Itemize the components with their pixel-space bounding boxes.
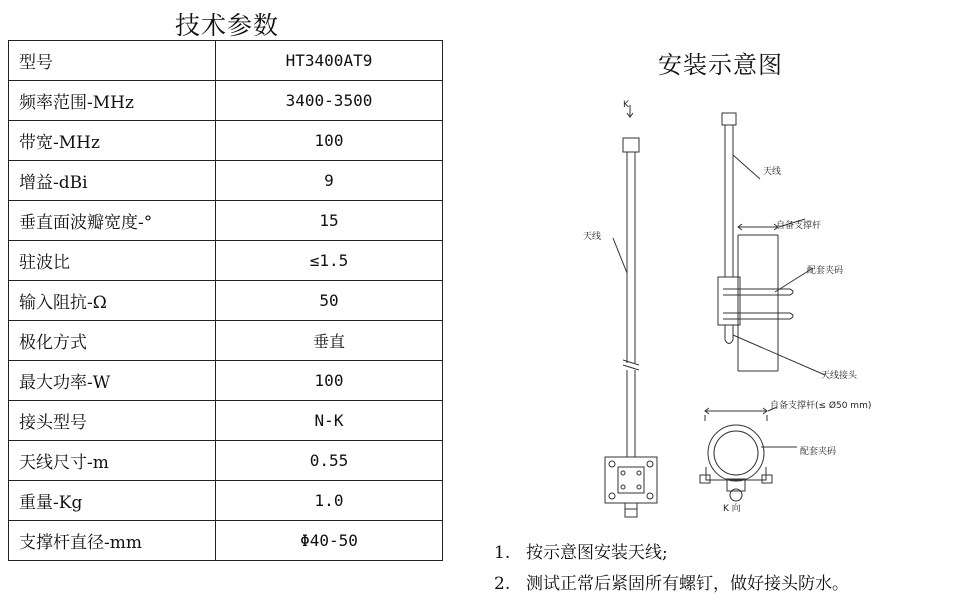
spec-row (9, 41, 443, 81)
spec-value: Φ40-50 (216, 521, 443, 561)
spec-label: 型号 (9, 41, 216, 81)
spec-value: N-K (216, 401, 443, 441)
spec-label: 重量-Kg (9, 481, 216, 521)
pole-diameter-label: 自备支撑杆(≤ Ø50 mm) (770, 401, 872, 411)
leader-connector (733, 335, 825, 375)
note-2 (494, 571, 849, 602)
leader-antenna-left (613, 238, 627, 273)
spec-label: 带宽-MHz (9, 121, 216, 161)
leader-antenna-right (733, 155, 760, 179)
diagram-title: 安装示意图 (658, 51, 783, 79)
break-mark (623, 360, 639, 370)
spec-row (9, 241, 443, 281)
antenna-cap-side (722, 113, 736, 125)
install-notes (494, 540, 849, 602)
spec-value: ≤1.5 (216, 241, 443, 281)
spec-title: 技术参数 (175, 11, 280, 40)
spec-row (9, 81, 443, 121)
spec-row (9, 441, 443, 481)
mounting-plate (605, 457, 657, 503)
spec-value: 50 (216, 281, 443, 321)
antenna-label-left: 天线 (583, 232, 602, 242)
spec-value: 100 (216, 361, 443, 401)
spec-row (9, 201, 443, 241)
note-text: 测试正常后紧固所有螺钉，做好接头防水。 (526, 574, 849, 594)
spec-row (9, 521, 443, 561)
clamp-label: 配套夹码 (807, 266, 844, 276)
spec-value: 3400-3500 (216, 81, 443, 121)
spec-value: 0.55 (216, 441, 443, 481)
installation-diagram (575, 95, 895, 525)
spec-value: 1.0 (216, 481, 443, 521)
note-number: 1. (494, 543, 511, 563)
spec-value: 15 (216, 201, 443, 241)
note-1 (494, 540, 849, 571)
spec-row (9, 281, 443, 321)
k-arrow-label: K (623, 100, 629, 110)
pole-label: 自备支撑杆 (776, 221, 822, 231)
k-view-label: K 向 (723, 504, 741, 514)
connector-left (625, 503, 637, 517)
spec-label: 极化方式 (9, 321, 216, 361)
spec-table (8, 40, 443, 561)
spec-row (9, 481, 443, 521)
connector-right (725, 340, 733, 344)
spec-value: HT3400AT9 (216, 41, 443, 81)
spec-row (9, 321, 443, 361)
spec-value: 100 (216, 121, 443, 161)
spec-label: 天线尺寸-m (9, 441, 216, 481)
spec-row (9, 401, 443, 441)
spec-label: 增益-dBi (9, 161, 216, 201)
clamp-section (706, 467, 766, 480)
spec-label: 支撑杆直径-mm (9, 521, 216, 561)
antenna-label-right: 天线 (763, 167, 782, 177)
connector-label: 天线接头 (821, 371, 858, 381)
clamp-bottom-label: 配套夹码 (800, 447, 837, 457)
pole-outline (738, 235, 778, 371)
note-text: 按示意图安装天线; (526, 543, 668, 563)
spec-label: 频率范围-MHz (9, 81, 216, 121)
spec-row (9, 361, 443, 401)
spec-value: 9 (216, 161, 443, 201)
spec-value: 垂直 (216, 321, 443, 361)
spec-label: 垂直面波瓣宽度-° (9, 201, 216, 241)
spec-row (9, 121, 443, 161)
note-number: 2. (494, 574, 511, 594)
spec-label: 驻波比 (9, 241, 216, 281)
antenna-cap (623, 138, 639, 152)
spec-label: 输入阻抗-Ω (9, 281, 216, 321)
pole-section-inner (714, 431, 758, 475)
pole-section-outer (708, 425, 764, 481)
spec-row (9, 161, 443, 201)
clamp-block (718, 277, 740, 325)
spec-label: 最大功率-W (9, 361, 216, 401)
spec-label: 接头型号 (9, 401, 216, 441)
